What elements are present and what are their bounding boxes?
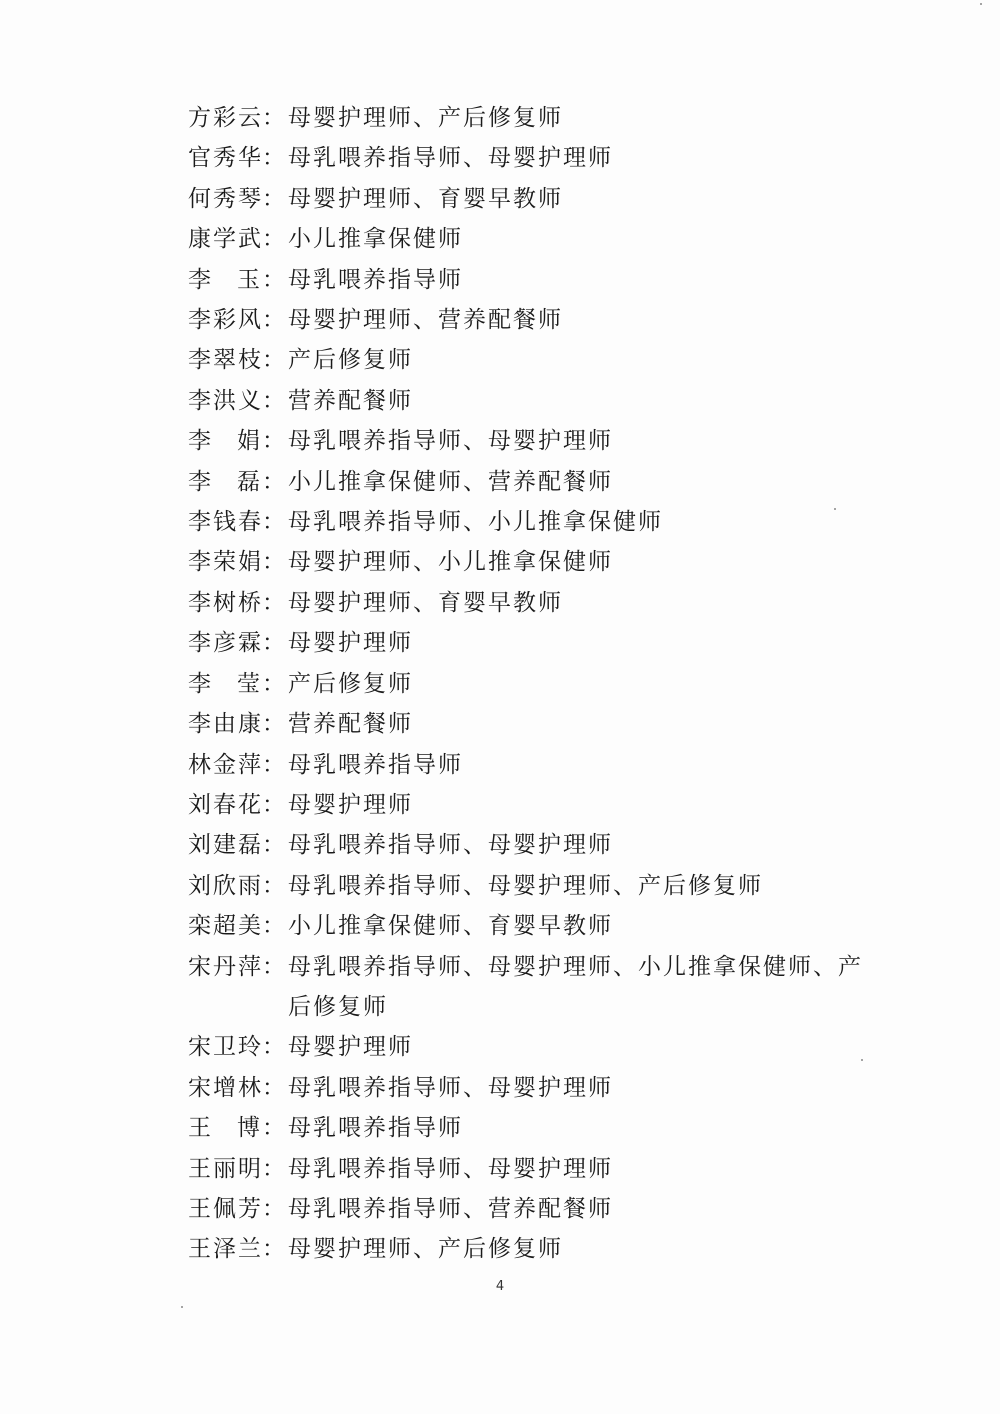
colon: ： (262, 1236, 287, 1263)
qualifications: 母乳喂养指导师、母婴护理师 (288, 1074, 613, 1101)
qualifications: 母婴护理师 (288, 791, 413, 818)
person-name: 李磊 (188, 468, 262, 495)
person-name: 刘欣雨 (188, 872, 263, 899)
colon: ： (262, 226, 287, 253)
person-name: 李荣娟 (188, 549, 263, 576)
list-item (188, 462, 868, 502)
colon: ： (262, 549, 287, 576)
colon: ： (262, 791, 287, 818)
colon: ： (262, 1155, 287, 1182)
qualifications: 母乳喂养指导师、母婴护理师 (288, 832, 613, 859)
person-name: 宋丹萍 (188, 953, 263, 980)
qualifications: 母婴护理师、产后修复师 (288, 1236, 563, 1263)
list-item (188, 1108, 868, 1148)
list-item (188, 1068, 868, 1108)
list-item (188, 340, 868, 380)
person-name: 李娟 (188, 428, 262, 455)
person-name: 官秀华 (188, 145, 263, 172)
person-name: 李彦霖 (188, 630, 263, 657)
qualifications: 产后修复师 (288, 670, 413, 697)
colon: ： (262, 428, 287, 455)
person-name: 李树桥 (188, 589, 263, 616)
qualifications: 母乳喂养指导师 (288, 266, 463, 293)
qualifications: 小儿推拿保健师 (288, 226, 463, 253)
list-item (188, 179, 868, 219)
scan-speck (834, 508, 836, 510)
qualifications: 小儿推拿保健师、育婴早教师 (288, 913, 613, 940)
list-item (188, 1189, 868, 1229)
colon: ： (262, 711, 287, 738)
qualifications: 母乳喂养指导师、母婴护理师、产后修复师 (288, 872, 763, 899)
list-item (188, 502, 868, 542)
person-name: 李莹 (188, 670, 262, 697)
person-name: 栾超美 (188, 913, 263, 940)
qualifications: 母婴护理师、营养配餐师 (288, 307, 563, 334)
colon: ： (262, 1034, 287, 1061)
list-item (188, 947, 868, 1028)
list-item (188, 583, 868, 623)
qualifications: 母乳喂养指导师、母婴护理师 (288, 145, 613, 172)
person-name: 李由康 (188, 711, 263, 738)
list-item (188, 260, 868, 300)
colon: ： (262, 145, 287, 172)
colon: ： (262, 387, 287, 414)
qualifications: 母婴护理师、育婴早教师 (288, 589, 563, 616)
qualifications: 母乳喂养指导师 (288, 1115, 463, 1142)
person-name: 刘建磊 (188, 832, 263, 859)
colon: ： (262, 953, 287, 980)
colon: ： (262, 185, 287, 212)
qualifications: 母婴护理师 (288, 630, 413, 657)
colon: ： (262, 468, 287, 495)
colon: ： (262, 589, 287, 616)
list-item (188, 219, 868, 259)
list-item (188, 300, 868, 340)
list-item (188, 704, 868, 744)
scan-speck (861, 1059, 863, 1061)
qualifications: 母乳喂养指导师、母婴护理师 (288, 1155, 613, 1182)
list-item (188, 906, 868, 946)
page-number: 4 (495, 1279, 505, 1294)
list-item (188, 1149, 868, 1189)
person-name: 王泽兰 (188, 1236, 263, 1263)
qualifications: 母乳喂养指导师、小儿推拿保健师 (288, 509, 663, 536)
person-name: 李彩风 (188, 307, 263, 334)
list-item (188, 623, 868, 663)
person-name: 王丽明 (188, 1155, 263, 1182)
person-name: 宋增林 (188, 1074, 263, 1101)
qualifications: 小儿推拿保健师、营养配餐师 (288, 468, 613, 495)
colon: ： (262, 509, 287, 536)
person-name: 刘春花 (188, 791, 263, 818)
qualifications: 母婴护理师、产后修复师 (288, 105, 563, 131)
colon: ： (262, 266, 287, 293)
list-item (188, 381, 868, 421)
person-name: 何秀琴 (188, 185, 263, 212)
colon: ： (262, 872, 287, 899)
list-item (188, 825, 868, 865)
list-item (188, 1229, 868, 1269)
colon: ： (262, 347, 287, 374)
qualifications: 产后修复师 (288, 347, 413, 374)
list-item (188, 542, 868, 582)
list-item (188, 1027, 868, 1067)
list-item (188, 745, 868, 785)
scan-speck (980, 3, 982, 5)
qualifications: 母婴护理师 (288, 1034, 413, 1061)
colon: ： (262, 670, 287, 697)
colon: ： (262, 630, 287, 657)
colon: ： (262, 1074, 287, 1101)
colon: ： (262, 832, 287, 859)
qualification-list (188, 98, 868, 1270)
colon: ： (262, 307, 287, 334)
person-name: 李洪义 (188, 387, 263, 414)
person-name: 王佩芳 (188, 1195, 263, 1222)
list-item (188, 785, 868, 825)
person-name: 康学武 (188, 226, 263, 253)
qualifications: 母婴护理师、育婴早教师 (288, 185, 563, 212)
qualifications: 母乳喂养指导师、母婴护理师、小儿推拿保健师、产后修复师 (288, 953, 863, 1020)
colon: ： (262, 1115, 287, 1142)
person-name: 林金萍 (188, 751, 263, 778)
qualifications: 营养配餐师 (288, 711, 413, 738)
colon: ： (262, 1195, 287, 1222)
colon: ： (262, 105, 287, 131)
person-name: 方彩云 (188, 105, 263, 131)
list-item (188, 421, 868, 461)
colon: ： (262, 751, 287, 778)
person-name: 李翠枝 (188, 347, 263, 374)
scan-speck (181, 1306, 183, 1308)
person-name: 李钱春 (188, 509, 263, 536)
qualifications: 母乳喂养指导师、母婴护理师 (288, 428, 613, 455)
list-item (188, 98, 868, 138)
colon: ： (262, 913, 287, 940)
qualifications: 母乳喂养指导师、营养配餐师 (288, 1195, 613, 1222)
qualifications: 母婴护理师、小儿推拿保健师 (288, 549, 613, 576)
qualifications: 母乳喂养指导师 (288, 751, 463, 778)
qualifications: 营养配餐师 (288, 387, 413, 414)
list-item (188, 138, 868, 178)
person-name: 王博 (188, 1115, 262, 1142)
list-item (188, 866, 868, 906)
list-item (188, 664, 868, 704)
person-name: 李玉 (188, 266, 262, 293)
person-name: 宋卫玲 (188, 1034, 263, 1061)
